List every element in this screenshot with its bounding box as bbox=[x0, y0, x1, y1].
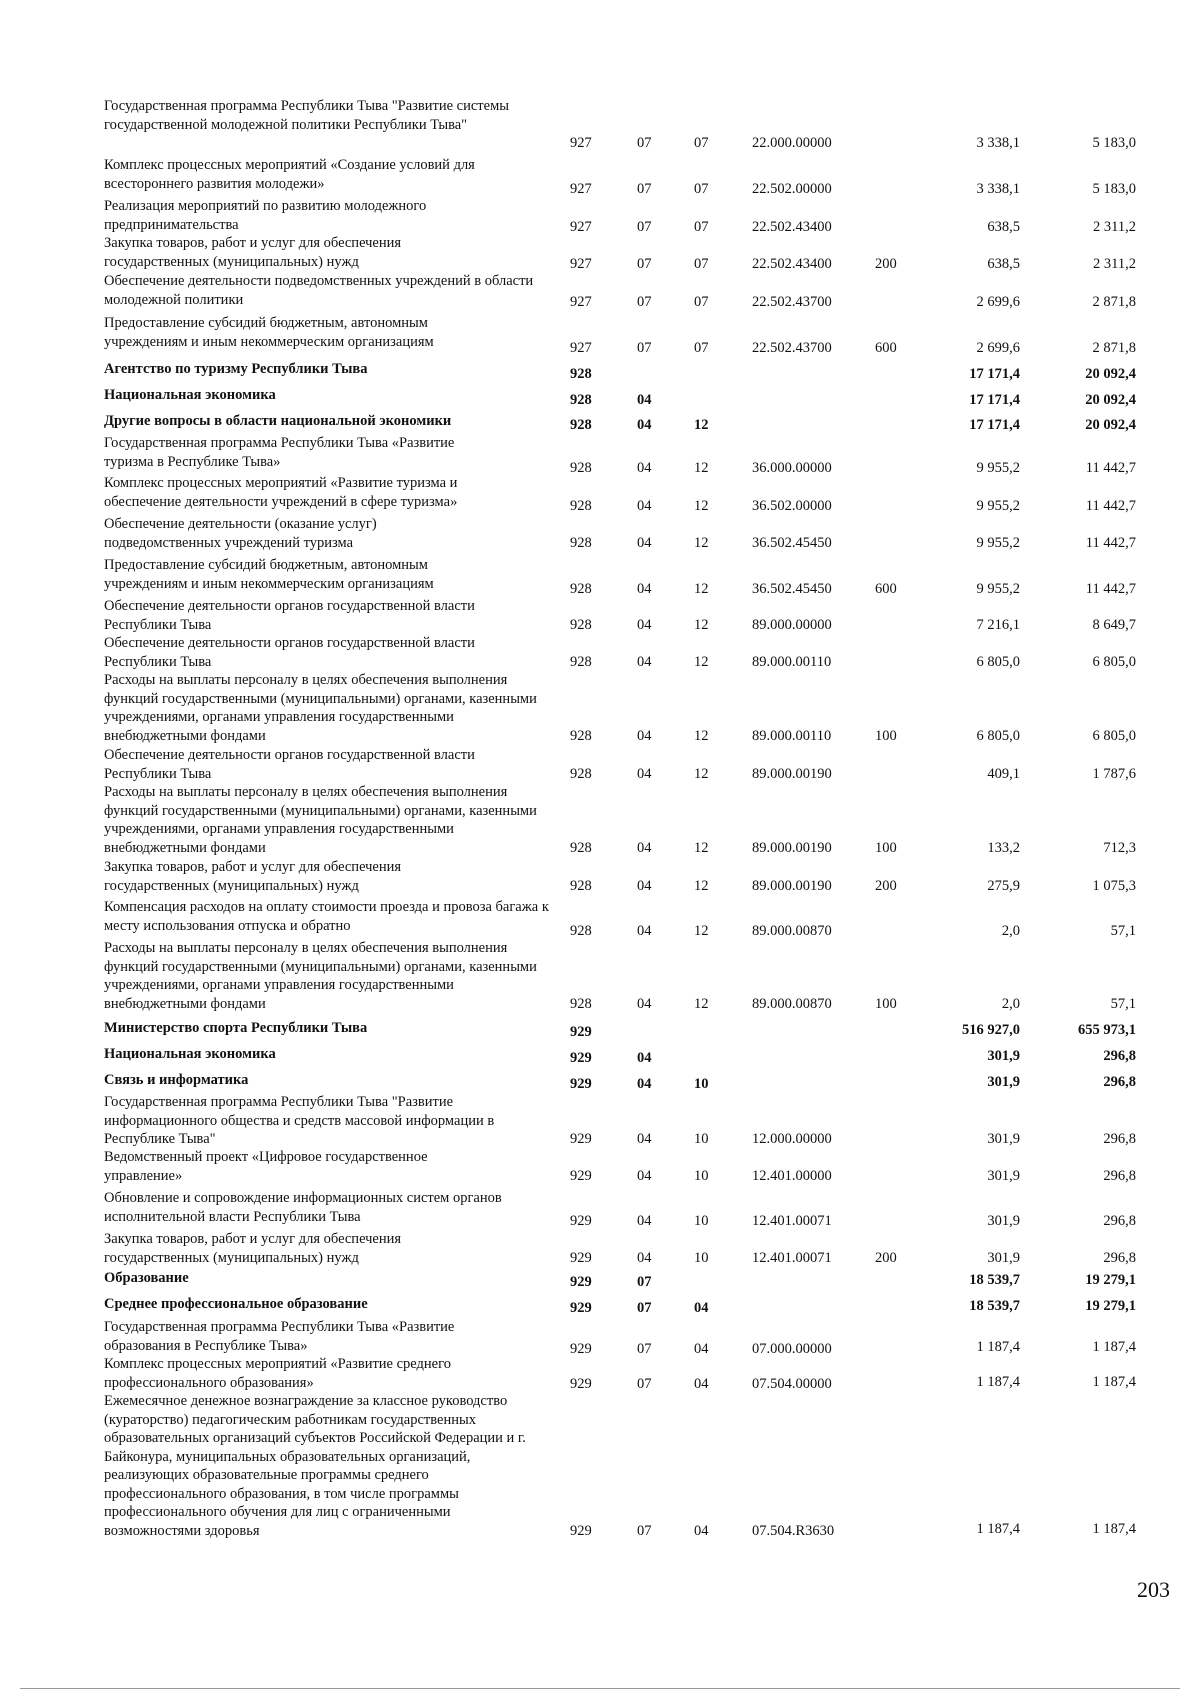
row-description: Комплекс процессных мероприятий «Развитие среднего профессионального образования» bbox=[104, 1356, 451, 1391]
cell-rz: 04 bbox=[637, 766, 652, 782]
cell-value-2: 296,8 bbox=[1103, 1048, 1136, 1064]
cell-cs: 36.502.45450 bbox=[752, 535, 832, 551]
cell-gr: 928 bbox=[570, 581, 592, 597]
cell-cs: 22.502.43700 bbox=[752, 294, 832, 310]
row-description: Среднее профессиональное образование bbox=[104, 1296, 368, 1312]
cell-rz: 04 bbox=[637, 417, 652, 433]
cell-cs: 22.502.43700 bbox=[752, 340, 832, 356]
cell-value-1: 516 927,0 bbox=[962, 1022, 1020, 1038]
cell-cs: 36.000.00000 bbox=[752, 460, 832, 476]
cell-cs: 12.401.00071 bbox=[752, 1213, 832, 1229]
cell-gr: 928 bbox=[570, 766, 592, 782]
cell-value-2: 20 092,4 bbox=[1085, 417, 1136, 433]
cell-rz: 07 bbox=[637, 1274, 652, 1290]
cell-value-1: 6 805,0 bbox=[976, 728, 1020, 744]
cell-vr: 100 bbox=[875, 840, 897, 856]
cell-value-1: 638,5 bbox=[987, 219, 1020, 235]
cell-value-1: 2,0 bbox=[1001, 996, 1020, 1012]
cell-gr: 929 bbox=[570, 1050, 592, 1066]
row-description: Обновление и сопровождение информационных систем органов исполнительной власти Республики Тыва bbox=[104, 1190, 502, 1225]
cell-value-2: 6 805,0 bbox=[1092, 654, 1136, 670]
row-description: Министерство спорта Республики Тыва bbox=[104, 1020, 368, 1036]
cell-value-1: 301,9 bbox=[987, 1168, 1020, 1184]
cell-gr: 928 bbox=[570, 840, 592, 856]
cell-rz: 04 bbox=[637, 654, 652, 670]
cell-value-1: 2,0 bbox=[1001, 923, 1020, 939]
cell-value-2: 1 187,4 bbox=[1092, 1521, 1136, 1537]
cell-rz: 07 bbox=[637, 181, 652, 197]
cell-value-1: 1 187,4 bbox=[976, 1521, 1020, 1537]
cell-value-1: 3 338,1 bbox=[976, 181, 1020, 197]
cell-gr: 927 bbox=[570, 340, 592, 356]
cell-value-1: 9 955,2 bbox=[976, 498, 1020, 514]
row-description: Предоставление субсидий бюджетным, автономным учреждениям и иным некоммерческим организациям bbox=[104, 557, 434, 592]
row-description: Закупка товаров, работ и услуг для обеспечения государственных (муниципальных) нужд bbox=[104, 1231, 402, 1266]
cell-value-1: 133,2 bbox=[987, 840, 1020, 856]
cell-value-1: 275,9 bbox=[987, 878, 1020, 894]
cell-value-1: 18 539,7 bbox=[969, 1272, 1020, 1288]
cell-value-1: 6 805,0 bbox=[976, 654, 1020, 670]
cell-value-2: 712,3 bbox=[1103, 840, 1136, 856]
cell-value-1: 17 171,4 bbox=[969, 392, 1020, 408]
cell-value-2: 1 075,3 bbox=[1092, 878, 1136, 894]
cell-value-2: 57,1 bbox=[1110, 923, 1136, 939]
cell-cs: 07.504.00000 bbox=[752, 1376, 832, 1392]
cell-pr: 12 bbox=[694, 923, 709, 939]
cell-pr: 12 bbox=[694, 878, 709, 894]
row-description: Государственная программа Республики Тыва «Развитие образования в Республике Тыва» bbox=[104, 1319, 455, 1354]
cell-cs: 12.401.00071 bbox=[752, 1250, 832, 1266]
row-description: Закупка товаров, работ и услуг для обеспечения государственных (муниципальных) нужд bbox=[104, 859, 402, 894]
row-description: Обеспечение деятельности (оказание услуг) подведомственных учреждений туризма bbox=[104, 516, 377, 551]
cell-gr: 927 bbox=[570, 256, 592, 272]
cell-gr: 927 bbox=[570, 219, 592, 235]
cell-value-2: 296,8 bbox=[1103, 1250, 1136, 1266]
cell-rz: 04 bbox=[637, 1050, 652, 1066]
cell-pr: 12 bbox=[694, 417, 709, 433]
cell-value-2: 2 311,2 bbox=[1093, 256, 1136, 272]
cell-gr: 928 bbox=[570, 654, 592, 670]
row-description: Закупка товаров, работ и услуг для обеспечения государственных (муниципальных) нужд bbox=[104, 235, 402, 270]
cell-gr: 929 bbox=[570, 1274, 592, 1290]
cell-vr: 600 bbox=[875, 581, 897, 597]
cell-value-2: 20 092,4 bbox=[1085, 392, 1136, 408]
cell-value-2: 296,8 bbox=[1103, 1074, 1136, 1090]
cell-cs: 36.502.45450 bbox=[752, 581, 832, 597]
cell-pr: 10 bbox=[694, 1076, 709, 1092]
row-description: Реализация мероприятий по развитию молодежного предпринимательства bbox=[104, 198, 427, 233]
cell-gr: 928 bbox=[570, 728, 592, 744]
row-description: Расходы на выплаты персоналу в целях обеспечения выполнения функций государственными (муниципальными) органами, казенными учреждениями, органами управления государственными внебюджетными фондами bbox=[104, 784, 537, 856]
page-number: 203 bbox=[1137, 1577, 1170, 1602]
cell-rz: 04 bbox=[637, 392, 652, 408]
cell-pr: 12 bbox=[694, 460, 709, 476]
cell-gr: 928 bbox=[570, 923, 592, 939]
cell-value-1: 9 955,2 bbox=[976, 581, 1020, 597]
cell-rz: 07 bbox=[637, 135, 652, 151]
cell-pr: 10 bbox=[694, 1213, 709, 1229]
cell-pr: 04 bbox=[694, 1300, 709, 1316]
cell-gr: 929 bbox=[570, 1131, 592, 1147]
row-description: Ведомственный проект «Цифровое государственное управление» bbox=[104, 1149, 428, 1184]
row-description: Ежемесячное денежное вознаграждение за классное руководство (кураторство) педагогическим работникам государственных образовательных организаций субъектов Российской Федерации и г. Байконура, муниципальных образовательных организаций, реализующих образовательные программы среднего профессионального образования, в том числе программы профессионального обучения для лиц с ограниченными возможностями здоровья bbox=[104, 1393, 526, 1539]
row-description: Образование bbox=[104, 1270, 189, 1286]
cell-rz: 04 bbox=[637, 535, 652, 551]
scan-edge-line bbox=[20, 1688, 1180, 1689]
cell-value-1: 7 216,1 bbox=[976, 617, 1020, 633]
cell-value-2: 296,8 bbox=[1103, 1213, 1136, 1229]
cell-rz: 04 bbox=[637, 1131, 652, 1147]
cell-gr: 929 bbox=[570, 1523, 592, 1539]
cell-value-1: 301,9 bbox=[987, 1048, 1020, 1064]
cell-cs: 22.502.43400 bbox=[752, 256, 832, 272]
cell-pr: 07 bbox=[694, 294, 709, 310]
row-description: Комплекс процессных мероприятий «Создание условий для всестороннего развития молодежи» bbox=[104, 157, 475, 192]
cell-value-1: 3 338,1 bbox=[976, 135, 1020, 151]
cell-value-2: 11 442,7 bbox=[1085, 535, 1136, 551]
cell-value-2: 57,1 bbox=[1110, 996, 1136, 1012]
cell-pr: 10 bbox=[694, 1131, 709, 1147]
cell-value-2: 2 871,8 bbox=[1092, 294, 1136, 310]
cell-value-2: 5 183,0 bbox=[1092, 181, 1136, 197]
cell-value-2: 1 187,4 bbox=[1092, 1339, 1136, 1355]
cell-pr: 12 bbox=[694, 840, 709, 856]
cell-gr: 929 bbox=[570, 1250, 592, 1266]
row-description: Национальная экономика bbox=[104, 1046, 276, 1062]
row-description: Предоставление субсидий бюджетным, автономным учреждениям и иным некоммерческим организациям bbox=[104, 315, 434, 350]
cell-value-2: 296,8 bbox=[1103, 1131, 1136, 1147]
cell-pr: 12 bbox=[694, 617, 709, 633]
cell-cs: 89.000.00870 bbox=[752, 923, 832, 939]
row-description: Компенсация расходов на оплату стоимости проезда и провоза багажа к месту использования отпуска и обратно bbox=[104, 899, 549, 934]
cell-rz: 04 bbox=[637, 1076, 652, 1092]
cell-value-1: 17 171,4 bbox=[969, 417, 1020, 433]
cell-gr: 928 bbox=[570, 996, 592, 1012]
cell-pr: 04 bbox=[694, 1341, 709, 1357]
cell-vr: 100 bbox=[875, 996, 897, 1012]
cell-gr: 927 bbox=[570, 181, 592, 197]
cell-value-1: 18 539,7 bbox=[969, 1298, 1020, 1314]
cell-gr: 927 bbox=[570, 294, 592, 310]
cell-gr: 929 bbox=[570, 1168, 592, 1184]
cell-value-1: 301,9 bbox=[987, 1213, 1020, 1229]
cell-value-2: 1 187,4 bbox=[1092, 1374, 1136, 1390]
cell-gr: 927 bbox=[570, 135, 592, 151]
cell-pr: 12 bbox=[694, 654, 709, 670]
cell-cs: 12.401.00000 bbox=[752, 1168, 832, 1184]
cell-value-2: 5 183,0 bbox=[1092, 135, 1136, 151]
cell-pr: 07 bbox=[694, 219, 709, 235]
cell-value-2: 19 279,1 bbox=[1085, 1272, 1136, 1288]
cell-rz: 04 bbox=[637, 581, 652, 597]
cell-value-1: 1 187,4 bbox=[976, 1339, 1020, 1355]
cell-value-1: 301,9 bbox=[987, 1074, 1020, 1090]
cell-gr: 928 bbox=[570, 392, 592, 408]
cell-value-2: 6 805,0 bbox=[1092, 728, 1136, 744]
cell-gr: 928 bbox=[570, 366, 592, 382]
cell-gr: 929 bbox=[570, 1300, 592, 1316]
row-description: Другие вопросы в области национальной экономики bbox=[104, 413, 452, 429]
cell-cs: 89.000.00110 bbox=[752, 728, 832, 744]
row-description: Обеспечение деятельности органов государственной власти Республики Тыва bbox=[104, 747, 475, 782]
cell-gr: 929 bbox=[570, 1024, 592, 1040]
row-description: Национальная экономика bbox=[104, 387, 276, 403]
cell-pr: 07 bbox=[694, 340, 709, 356]
cell-rz: 07 bbox=[637, 340, 652, 356]
row-description: Агентство по туризму Республики Тыва bbox=[104, 361, 368, 377]
cell-gr: 929 bbox=[570, 1341, 592, 1357]
cell-value-2: 2 311,2 bbox=[1093, 219, 1136, 235]
cell-pr: 12 bbox=[694, 728, 709, 744]
row-description: Государственная программа Республики Тыва "Развитие системы государственной молодежной политики Республики Тыва" bbox=[104, 98, 509, 133]
cell-gr: 928 bbox=[570, 417, 592, 433]
cell-value-1: 2 699,6 bbox=[976, 294, 1020, 310]
cell-value-1: 301,9 bbox=[987, 1131, 1020, 1147]
cell-value-1: 409,1 bbox=[987, 766, 1020, 782]
cell-rz: 04 bbox=[637, 1213, 652, 1229]
cell-value-2: 11 442,7 bbox=[1085, 498, 1136, 514]
cell-pr: 10 bbox=[694, 1250, 709, 1266]
row-description: Расходы на выплаты персоналу в целях обеспечения выполнения функций государственными (муниципальными) органами, казенными учреждениями, органами управления государственными внебюджетными фондами bbox=[104, 672, 537, 744]
cell-rz: 04 bbox=[637, 996, 652, 1012]
cell-gr: 929 bbox=[570, 1076, 592, 1092]
cell-rz: 07 bbox=[637, 256, 652, 272]
cell-gr: 929 bbox=[570, 1213, 592, 1229]
cell-rz: 04 bbox=[637, 617, 652, 633]
cell-pr: 12 bbox=[694, 766, 709, 782]
row-description: Государственная программа Республики Тыва «Развитие туризма в Республике Тыва» bbox=[104, 435, 455, 470]
cell-value-1: 1 187,4 bbox=[976, 1374, 1020, 1390]
cell-value-2: 296,8 bbox=[1103, 1168, 1136, 1184]
cell-pr: 04 bbox=[694, 1523, 709, 1539]
cell-pr: 10 bbox=[694, 1168, 709, 1184]
cell-cs: 22.000.00000 bbox=[752, 135, 832, 151]
cell-value-1: 2 699,6 bbox=[976, 340, 1020, 356]
cell-rz: 07 bbox=[637, 1341, 652, 1357]
row-description: Расходы на выплаты персоналу в целях обеспечения выполнения функций государственными (муниципальными) органами, казенными учреждениями, органами управления государственными внебюджетными фондами bbox=[104, 940, 537, 1012]
cell-gr: 928 bbox=[570, 460, 592, 476]
cell-value-1: 17 171,4 bbox=[969, 366, 1020, 382]
cell-pr: 12 bbox=[694, 581, 709, 597]
cell-vr: 200 bbox=[875, 256, 897, 272]
cell-rz: 07 bbox=[637, 294, 652, 310]
cell-cs: 12.000.00000 bbox=[752, 1131, 832, 1147]
cell-cs: 07.000.00000 bbox=[752, 1341, 832, 1357]
cell-rz: 04 bbox=[637, 1250, 652, 1266]
cell-pr: 12 bbox=[694, 498, 709, 514]
cell-gr: 928 bbox=[570, 498, 592, 514]
cell-gr: 928 bbox=[570, 617, 592, 633]
cell-cs: 89.000.00190 bbox=[752, 878, 832, 894]
cell-rz: 04 bbox=[637, 1168, 652, 1184]
cell-value-2: 655 973,1 bbox=[1078, 1022, 1136, 1038]
cell-rz: 04 bbox=[637, 878, 652, 894]
cell-vr: 200 bbox=[875, 878, 897, 894]
cell-cs: 89.000.00000 bbox=[752, 617, 832, 633]
cell-value-2: 2 871,8 bbox=[1092, 340, 1136, 356]
row-description: Обеспечение деятельности органов государственной власти Республики Тыва bbox=[104, 598, 475, 633]
cell-cs: 89.000.00870 bbox=[752, 996, 832, 1012]
cell-pr: 12 bbox=[694, 996, 709, 1012]
row-description: Комплекс процессных мероприятий «Развитие туризма и обеспечение деятельности учреждений в сфере туризма» bbox=[104, 475, 458, 510]
cell-cs: 89.000.00190 bbox=[752, 840, 832, 856]
cell-value-2: 8 649,7 bbox=[1092, 617, 1136, 633]
cell-pr: 07 bbox=[694, 181, 709, 197]
cell-rz: 07 bbox=[637, 1376, 652, 1392]
cell-cs: 89.000.00110 bbox=[752, 654, 832, 670]
cell-rz: 04 bbox=[637, 460, 652, 476]
cell-rz: 07 bbox=[637, 1300, 652, 1316]
row-description: Обеспечение деятельности органов государственной власти Республики Тыва bbox=[104, 635, 475, 670]
cell-value-1: 9 955,2 bbox=[976, 460, 1020, 476]
cell-value-2: 19 279,1 bbox=[1085, 1298, 1136, 1314]
cell-gr: 929 bbox=[570, 1376, 592, 1392]
cell-pr: 07 bbox=[694, 256, 709, 272]
cell-rz: 04 bbox=[637, 923, 652, 939]
cell-pr: 12 bbox=[694, 535, 709, 551]
cell-value-2: 11 442,7 bbox=[1085, 460, 1136, 476]
cell-value-1: 638,5 bbox=[987, 256, 1020, 272]
cell-value-1: 9 955,2 bbox=[976, 535, 1020, 551]
cell-cs: 22.502.00000 bbox=[752, 181, 832, 197]
cell-cs: 22.502.43400 bbox=[752, 219, 832, 235]
cell-cs: 89.000.00190 bbox=[752, 766, 832, 782]
cell-gr: 928 bbox=[570, 878, 592, 894]
cell-rz: 04 bbox=[637, 728, 652, 744]
cell-vr: 600 bbox=[875, 340, 897, 356]
row-description: Обеспечение деятельности подведомственных учреждений в области молодежной политики bbox=[104, 273, 534, 308]
cell-vr: 200 bbox=[875, 1250, 897, 1266]
cell-value-2: 1 787,6 bbox=[1092, 766, 1136, 782]
cell-cs: 07.504.R3630 bbox=[752, 1523, 835, 1539]
cell-rz: 04 bbox=[637, 840, 652, 856]
cell-pr: 07 bbox=[694, 135, 709, 151]
cell-pr: 04 bbox=[694, 1376, 709, 1392]
cell-value-1: 301,9 bbox=[987, 1250, 1020, 1266]
cell-rz: 07 bbox=[637, 219, 652, 235]
cell-value-2: 20 092,4 bbox=[1085, 366, 1136, 382]
cell-rz: 04 bbox=[637, 498, 652, 514]
row-description: Государственная программа Республики Тыва "Развитие информационного общества и средств массовой информации в Республике Тыва" bbox=[104, 1094, 495, 1147]
cell-rz: 07 bbox=[637, 1523, 652, 1539]
cell-gr: 928 bbox=[570, 535, 592, 551]
row-description: Связь и информатика bbox=[104, 1072, 249, 1088]
cell-vr: 100 bbox=[875, 728, 897, 744]
cell-value-2: 11 442,7 bbox=[1085, 581, 1136, 597]
cell-cs: 36.502.00000 bbox=[752, 498, 832, 514]
